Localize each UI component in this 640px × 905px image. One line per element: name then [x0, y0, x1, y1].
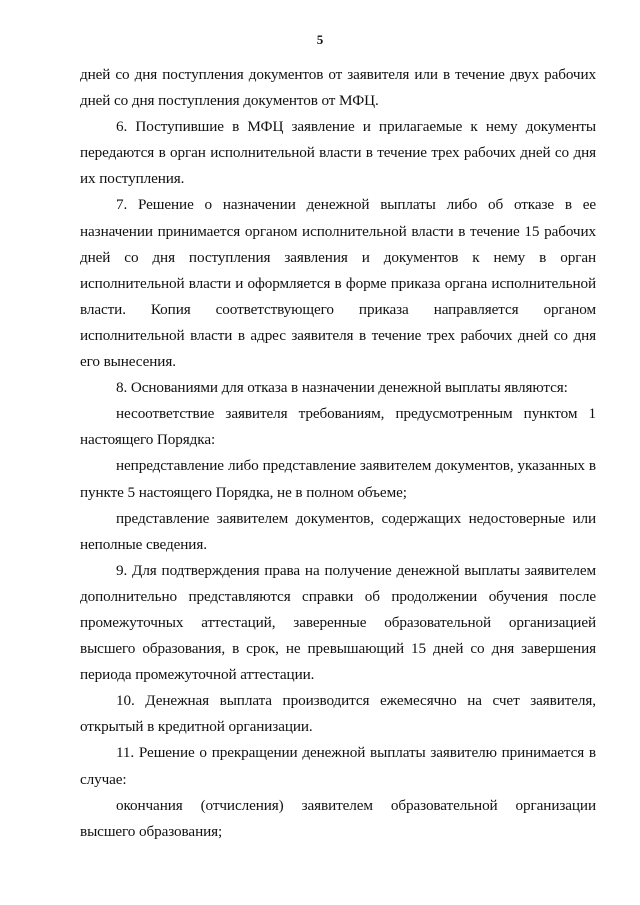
paragraph-item-7: 7. Решение о назначении денежной выплаты либо об отказе в ее назначении принимается органом исполнительной власти в течение 15 рабочих дней со дня поступления заявления и документов к нему в орган исполнительной власти и оформляется в форме приказа органа исполнительной власти. Копия соответствующего приказа направляется органом исполнительной власти в адрес заявителя в течение трех рабочих дней со дня его вынесения.	[80, 196, 596, 371]
paragraph-refusal-reason-1: несоответствие заявителя требованиям, предусмотренным пунктом 1 настоящего Порядка:	[80, 405, 596, 449]
paragraph-item-8: 8. Основаниями для отказа в назначении денежной выплаты являются:	[116, 379, 568, 397]
page-number: 5	[316, 32, 324, 47]
document-body	[80, 62, 596, 845]
paragraph-item-10: 10. Денежная выплата производится ежемесячно на счет заявителя, открытый в кредитной организации.	[80, 692, 596, 736]
paragraph-item-6: 6. Поступившие в МФЦ заявление и прилагаемые к нему документы передаются в орган исполнительной власти в течение трех рабочих дней со дня их поступления.	[80, 118, 596, 188]
paragraph-refusal-reason-2: непредставление либо представление заявителем документов, указанных в пункте 5 настоящего Порядка, не в полном объеме;	[80, 457, 596, 501]
paragraph-item-9: 9. Для подтверждения права на получение денежной выплаты заявителем дополнительно представляются справки об продолжении обучения после промежуточных аттестаций, заверенные образовательной организацией высшего образования, в срок, не превышающий 15 дней со дня завершения периода промежуточной аттестации.	[80, 561, 596, 684]
paragraph-refusal-reason-3: представление заявителем документов, содержащих недостоверные или неполные сведения.	[80, 509, 596, 553]
paragraph-continuation: дней со дня поступления документов от заявителя или в течение двух рабочих дней со дня поступления документов от МФЦ.	[80, 66, 596, 110]
paragraph-item-11: 11. Решение о прекращении денежной выплаты заявителю принимается в случае:	[80, 744, 596, 788]
paragraph-termination-case-1: окончания (отчисления) заявителем образовательной организации высшего образования;	[80, 796, 596, 840]
